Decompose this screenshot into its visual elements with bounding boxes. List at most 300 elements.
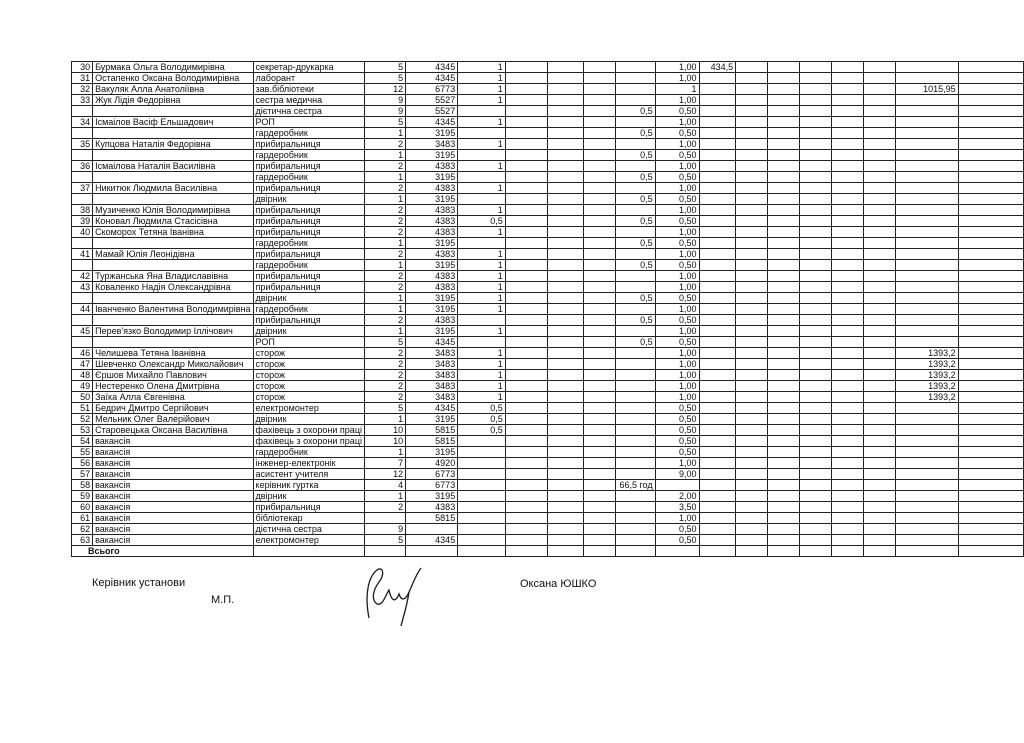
cell-rate1: 1 <box>458 183 506 194</box>
cell-total: 0,50 <box>655 150 699 161</box>
cell-empty <box>800 62 832 73</box>
cell-ex6 <box>896 535 958 546</box>
cell-ex6 <box>896 62 958 73</box>
cell-sal: 5815 <box>406 513 458 524</box>
cell-empty <box>864 491 896 502</box>
cell-total: 1,00 <box>655 513 699 524</box>
cell-pos: гардеробник <box>253 304 364 315</box>
cell-empty <box>832 293 864 304</box>
cell-cat: 12 <box>364 469 405 480</box>
cell-empty <box>864 326 896 337</box>
cell-ex6 <box>896 106 958 117</box>
cell-rate1 <box>458 436 506 447</box>
cell-empty <box>832 194 864 205</box>
cell-empty <box>800 128 832 139</box>
cell-ex1 <box>699 139 736 150</box>
table-row <box>72 205 1024 216</box>
cell-empty <box>800 150 832 161</box>
cell-empty <box>800 491 832 502</box>
cell-empty <box>958 513 1023 524</box>
cell-empty <box>583 304 615 315</box>
cell-empty <box>736 458 768 469</box>
cell-ex1 <box>699 238 736 249</box>
cell-empty <box>800 172 832 183</box>
cell-rate1: 1 <box>458 271 506 282</box>
cell-empty <box>583 139 615 150</box>
cell-sal: 3195 <box>406 414 458 425</box>
cell-ex1 <box>699 227 736 238</box>
cell-pos: секретар-друкарка <box>253 62 364 73</box>
cell-empty <box>864 304 896 315</box>
cell-empty <box>548 502 584 513</box>
cell-n <box>72 315 93 326</box>
cell-empty <box>832 381 864 392</box>
cell-n: 37 <box>72 183 93 194</box>
cell-empty <box>583 326 615 337</box>
cell-n: 31 <box>72 73 93 84</box>
cell-pos: гардеробник <box>253 447 364 458</box>
cell-sal: 5527 <box>406 95 458 106</box>
cell-empty <box>958 546 1023 557</box>
cell-empty <box>505 205 548 216</box>
cell-ex1 <box>699 271 736 282</box>
cell-empty <box>736 524 768 535</box>
cell-name: Скоморох Тетяна Іванівна <box>93 227 253 238</box>
cell-empty <box>832 458 864 469</box>
cell-name: Старовецька Оксана Василівна <box>93 425 253 436</box>
cell-empty <box>505 161 548 172</box>
cell-empty <box>548 414 584 425</box>
cell-sal: 3195 <box>406 238 458 249</box>
cell-empty <box>864 381 896 392</box>
cell-sal: 3483 <box>406 139 458 150</box>
cell-cat: 2 <box>364 370 405 381</box>
cell-rate1: 0,5 <box>458 403 506 414</box>
cell-pos: інженер-електронік <box>253 458 364 469</box>
cell-empty <box>800 381 832 392</box>
cell-empty <box>800 326 832 337</box>
cell-sal: 4345 <box>406 337 458 348</box>
cell-ex6 <box>896 95 958 106</box>
cell-empty <box>958 282 1023 293</box>
cell-empty <box>505 524 548 535</box>
cell-name: Вакуляк Алла Анатоліївна <box>93 84 253 95</box>
cell-empty <box>864 480 896 491</box>
cell-cat: 1 <box>364 150 405 161</box>
cell-n: 54 <box>72 436 93 447</box>
table-row <box>72 348 1024 359</box>
cell-empty <box>800 227 832 238</box>
cell-half <box>615 469 655 480</box>
cell-empty <box>864 425 896 436</box>
cell-ex1 <box>699 315 736 326</box>
cell-empty <box>864 216 896 227</box>
cell-n: 40 <box>72 227 93 238</box>
cell-pos: сестра медична <box>253 95 364 106</box>
cell-empty <box>864 128 896 139</box>
cell-pos: двірник <box>253 293 364 304</box>
cell-sal: 3483 <box>406 359 458 370</box>
cell-ex1 <box>699 502 736 513</box>
cell-n: 56 <box>72 458 93 469</box>
cell-sal: 4383 <box>406 183 458 194</box>
cell-empty <box>864 282 896 293</box>
cell-empty <box>505 84 548 95</box>
cell-empty <box>800 392 832 403</box>
cell-cat: 2 <box>364 205 405 216</box>
cell-name: Заїка Алла Євгенівна <box>93 392 253 403</box>
table-row <box>72 315 1024 326</box>
cell-rate1 <box>458 469 506 480</box>
cell-empty <box>736 370 768 381</box>
cell-empty <box>768 348 800 359</box>
cell-empty <box>832 216 864 227</box>
cell-sal: 4345 <box>406 62 458 73</box>
cell-name <box>93 315 253 326</box>
cell-sal: 5527 <box>406 106 458 117</box>
cell-empty <box>958 84 1023 95</box>
cell-empty <box>864 95 896 106</box>
cell-rate1: 1 <box>458 260 506 271</box>
cell-n <box>72 172 93 183</box>
cell-sal: 4345 <box>406 403 458 414</box>
cell-empty <box>832 128 864 139</box>
cell-empty <box>768 95 800 106</box>
cell-sal: 3483 <box>406 370 458 381</box>
table-row <box>72 282 1024 293</box>
cell-empty <box>832 436 864 447</box>
cell-empty <box>800 271 832 282</box>
cell-empty <box>583 535 615 546</box>
cell-empty <box>864 315 896 326</box>
cell-ex1 <box>699 194 736 205</box>
table-row <box>72 414 1024 425</box>
cell-ex1 <box>699 403 736 414</box>
table-row <box>72 238 1024 249</box>
cell-empty <box>768 84 800 95</box>
cell-empty <box>958 403 1023 414</box>
cell-pos: електромонтер <box>253 403 364 414</box>
cell-n: 38 <box>72 205 93 216</box>
cell-ex6 <box>896 337 958 348</box>
cell-empty <box>958 249 1023 260</box>
cell-total: 1,00 <box>655 183 699 194</box>
table-body <box>72 62 1024 557</box>
cell-empty <box>864 161 896 172</box>
cell-sal: 4383 <box>406 205 458 216</box>
cell-total: 1,00 <box>655 282 699 293</box>
cell-n: 45 <box>72 326 93 337</box>
cell-ex6 <box>896 436 958 447</box>
cell-ex6 <box>896 293 958 304</box>
cell-empty <box>768 359 800 370</box>
cell-half <box>615 348 655 359</box>
cell-empty <box>800 480 832 491</box>
table-row <box>72 84 1024 95</box>
cell-half <box>615 359 655 370</box>
cell-sal: 4383 <box>406 502 458 513</box>
cell-empty <box>736 491 768 502</box>
cell-empty <box>583 381 615 392</box>
cell-empty <box>548 117 584 128</box>
table-row <box>72 139 1024 150</box>
cell-pos: прибиральниця <box>253 271 364 282</box>
cell-pos: прибиральниця <box>253 315 364 326</box>
cell-n: 35 <box>72 139 93 150</box>
cell-ex1: 434,5 <box>699 62 736 73</box>
cell-total: 3,50 <box>655 502 699 513</box>
cell-empty <box>583 458 615 469</box>
cell-rate1 <box>458 535 506 546</box>
cell-empty <box>958 392 1023 403</box>
cell-empty <box>832 546 864 557</box>
cell-ex1 <box>699 370 736 381</box>
cell-half: 0,5 <box>615 337 655 348</box>
cell-empty <box>548 73 584 84</box>
cell-empty <box>832 227 864 238</box>
cell-empty <box>768 414 800 425</box>
cell-empty <box>958 293 1023 304</box>
cell-ex1 <box>699 381 736 392</box>
cell-pos: фахівець з охорони праці <box>253 436 364 447</box>
cell-empty <box>768 304 800 315</box>
cell-half <box>615 304 655 315</box>
cell-empty <box>832 359 864 370</box>
cell-empty <box>864 348 896 359</box>
cell-pos: гардеробник <box>253 260 364 271</box>
cell-empty <box>505 95 548 106</box>
cell-ex6 <box>896 425 958 436</box>
cell-empty <box>768 106 800 117</box>
cell-n: 55 <box>72 447 93 458</box>
cell-empty <box>768 337 800 348</box>
cell-empty <box>864 249 896 260</box>
cell-rate1 <box>458 238 506 249</box>
cell-empty <box>548 480 584 491</box>
cell-empty <box>505 458 548 469</box>
table-row <box>72 524 1024 535</box>
cell-total: 1,00 <box>655 271 699 282</box>
cell-half: 0,5 <box>615 128 655 139</box>
cell-empty <box>864 106 896 117</box>
table-row <box>72 194 1024 205</box>
cell-sal: 4345 <box>406 73 458 84</box>
cell-empty <box>958 161 1023 172</box>
cell-empty <box>864 73 896 84</box>
cell-empty <box>583 370 615 381</box>
cell-empty <box>505 282 548 293</box>
cell-empty <box>505 238 548 249</box>
cell-name: вакансія <box>93 491 253 502</box>
cell-empty <box>736 392 768 403</box>
cell-empty <box>864 436 896 447</box>
cell-empty <box>736 139 768 150</box>
cell-empty <box>768 128 800 139</box>
cell-empty <box>832 425 864 436</box>
cell-ex6: 1015,95 <box>896 84 958 95</box>
cell-pos: асистент учителя <box>253 469 364 480</box>
cell-empty <box>583 425 615 436</box>
cell-empty <box>548 425 584 436</box>
cell-empty <box>548 84 584 95</box>
cell-empty <box>768 117 800 128</box>
cell-half <box>615 524 655 535</box>
cell-name: вакансія <box>93 458 253 469</box>
cell-empty <box>505 348 548 359</box>
cell-empty <box>583 491 615 502</box>
table-row <box>72 403 1024 414</box>
cell-sal: 4383 <box>406 249 458 260</box>
cell-rate1 <box>458 458 506 469</box>
cell-half <box>615 403 655 414</box>
cell-total: 0,50 <box>655 425 699 436</box>
cell-n <box>72 194 93 205</box>
cell-name: Челишева Тетяна Іванівна <box>93 348 253 359</box>
table-row <box>72 491 1024 502</box>
cell-name: Остапенко Оксана Володимирівна <box>93 73 253 84</box>
cell-empty <box>548 106 584 117</box>
cell-n: 53 <box>72 425 93 436</box>
staff-schedule-table <box>71 61 1024 557</box>
cell-total: 1,00 <box>655 359 699 370</box>
cell-empty <box>832 150 864 161</box>
cell-empty <box>800 183 832 194</box>
table-row <box>72 227 1024 238</box>
cell-empty <box>768 315 800 326</box>
cell-ex6 <box>896 205 958 216</box>
cell-empty <box>958 183 1023 194</box>
cell-pos: гардеробник <box>253 238 364 249</box>
cell-half <box>615 414 655 425</box>
table-row <box>72 392 1024 403</box>
cell-name <box>93 128 253 139</box>
cell-empty <box>583 480 615 491</box>
cell-empty <box>832 535 864 546</box>
cell-cat: 1 <box>364 128 405 139</box>
cell-empty <box>736 315 768 326</box>
cell-ex6 <box>896 304 958 315</box>
cell-sal: 3195 <box>406 172 458 183</box>
cell-empty <box>583 194 615 205</box>
cell-empty <box>768 172 800 183</box>
cell-empty <box>583 227 615 238</box>
cell-n: 49 <box>72 381 93 392</box>
cell-ex6 <box>896 524 958 535</box>
cell-ex6 <box>896 326 958 337</box>
cell-cat: 4 <box>364 480 405 491</box>
cell-rate1 <box>458 315 506 326</box>
cell-empty <box>736 304 768 315</box>
cell-empty <box>864 172 896 183</box>
cell-empty <box>505 293 548 304</box>
cell-rate1: 1 <box>458 139 506 150</box>
cell-half <box>615 502 655 513</box>
cell-rate1 <box>458 513 506 524</box>
cell-sal: 4383 <box>406 216 458 227</box>
cell-empty <box>800 535 832 546</box>
cell-half <box>615 491 655 502</box>
cell-total: 1,00 <box>655 161 699 172</box>
cell-empty <box>736 238 768 249</box>
manager-label: Керівник установи <box>92 577 186 589</box>
cell-empty <box>800 513 832 524</box>
cell-cat: 9 <box>364 95 405 106</box>
cell-ex1 <box>699 150 736 161</box>
cell-empty <box>768 282 800 293</box>
cell-ex6 <box>896 183 958 194</box>
cell-empty <box>832 172 864 183</box>
cell-cat: 2 <box>364 227 405 238</box>
cell-empty <box>548 403 584 414</box>
handwritten-signature <box>355 560 435 630</box>
cell-cat: 2 <box>364 502 405 513</box>
cell-empty <box>832 348 864 359</box>
cell-pos: прибиральниця <box>253 502 364 513</box>
cell-empty <box>800 260 832 271</box>
cell-sal: 4345 <box>406 535 458 546</box>
cell-empty <box>548 535 584 546</box>
cell-sal: 5815 <box>406 436 458 447</box>
table-row <box>72 62 1024 73</box>
cell-ex1 <box>699 535 736 546</box>
cell-empty <box>364 546 405 557</box>
cell-half <box>615 436 655 447</box>
cell-ex1 <box>699 95 736 106</box>
cell-ex6 <box>896 260 958 271</box>
cell-empty <box>800 282 832 293</box>
cell-rate1: 1 <box>458 95 506 106</box>
cell-empty <box>864 513 896 524</box>
cell-empty <box>958 337 1023 348</box>
cell-empty <box>548 161 584 172</box>
cell-half <box>615 73 655 84</box>
cell-ex6 <box>896 403 958 414</box>
cell-empty <box>583 260 615 271</box>
cell-empty <box>864 238 896 249</box>
cell-empty <box>505 359 548 370</box>
cell-ex6 <box>896 238 958 249</box>
cell-empty <box>548 216 584 227</box>
cell-sal: 3483 <box>406 381 458 392</box>
cell-empty <box>832 370 864 381</box>
cell-ex1 <box>699 117 736 128</box>
cell-n <box>72 337 93 348</box>
cell-cat: 1 <box>364 172 405 183</box>
cell-empty <box>832 491 864 502</box>
cell-name <box>93 337 253 348</box>
cell-empty <box>768 227 800 238</box>
cell-cat: 2 <box>364 392 405 403</box>
cell-empty <box>736 216 768 227</box>
cell-ex6 <box>896 216 958 227</box>
cell-empty <box>736 326 768 337</box>
cell-name: вакансія <box>93 502 253 513</box>
cell-empty <box>768 403 800 414</box>
cell-half <box>615 117 655 128</box>
cell-total <box>655 480 699 491</box>
cell-n: 58 <box>72 480 93 491</box>
cell-empty <box>832 282 864 293</box>
cell-empty <box>505 183 548 194</box>
table-row <box>72 337 1024 348</box>
cell-name: Іванченко Валентина Володимирівна <box>93 304 253 315</box>
cell-total: 1 <box>655 84 699 95</box>
cell-ex1 <box>699 216 736 227</box>
cell-name <box>93 150 253 161</box>
cell-empty <box>800 524 832 535</box>
cell-name: Єршов Михайло Павлович <box>93 370 253 381</box>
cell-sal: 3195 <box>406 447 458 458</box>
